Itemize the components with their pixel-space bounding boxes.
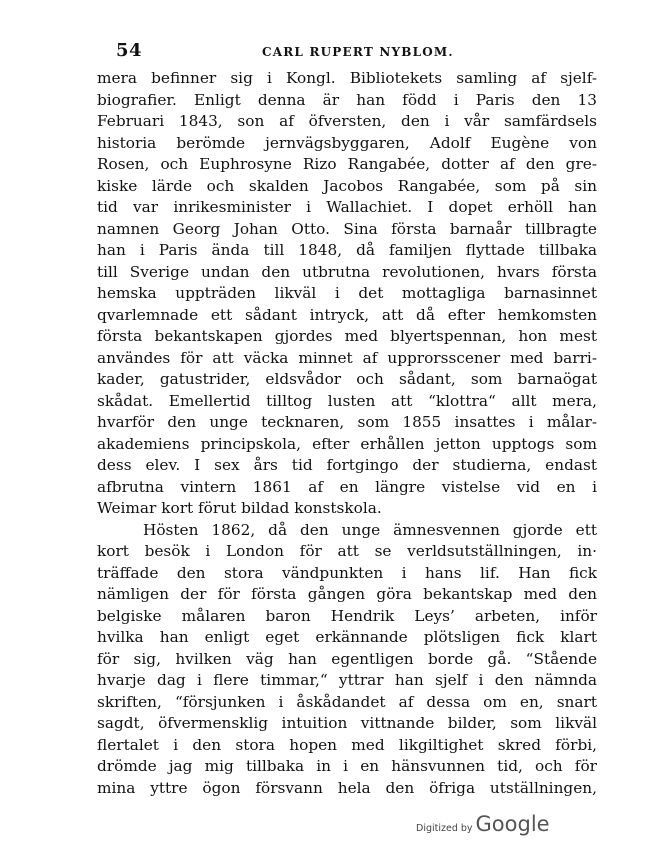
text-line: nämligen der för första gången göra bekantskap med den bbox=[97, 585, 597, 603]
text-line: kiske lärde och skalden Jacobos Rangabée, som på sin bbox=[97, 176, 597, 195]
text-line: Februari 1843, son af öfversten, den i vår samfärdsels bbox=[97, 112, 597, 130]
running-head: CARL RUPERT NYBLOM. bbox=[262, 45, 454, 59]
text-line: tid var inrikesminister i Wallachiet. I dopet erhöll han bbox=[97, 198, 597, 216]
watermark-prefix: Digitized by bbox=[416, 823, 473, 834]
body-text bbox=[97, 68, 597, 799]
text-line: drömde jag mig tillbaka in i en hänsvunnen tid, och för bbox=[97, 757, 597, 775]
text-line: hvarför den unge tecknaren, som 1855 insattes i målar- bbox=[97, 413, 597, 431]
text-line: Rosen, och Euphrosyne Rizo Rangabée, dotter af den gre- bbox=[97, 155, 597, 173]
text-line: skådat. Emellertid tilltog lusten att “klottra“ allt mera, bbox=[97, 391, 597, 410]
text-line: träffade den stora vändpunkten i hans lif. Han fick bbox=[97, 563, 597, 582]
text-line: akademiens principskola, efter erhållen jetton upptogs som bbox=[97, 434, 597, 453]
text-line: första bekantskapen gjordes med blyertspennan, hon mest bbox=[97, 327, 597, 345]
text-line: kort besök i London för att se verldsutställningen, in· bbox=[97, 542, 597, 560]
google-logo: Google bbox=[475, 812, 550, 836]
text-line: hvarje dag i flere timmar,“ yttrar han sjelf i den nämnda bbox=[97, 671, 597, 689]
text-line: hvilka han enligt eget erkännande plötsligen fick klart bbox=[97, 628, 597, 646]
text-line: qvarlemnade ett sådant intryck, att då efter hemkomsten bbox=[97, 305, 597, 324]
text-line: kader, gatustrider, eldsvådor och sådant, som barnaögat bbox=[97, 370, 597, 388]
text-line: belgiske målaren baron Hendrik Leys’ arbeten, inför bbox=[97, 606, 597, 625]
text-line: hemska uppträden likväl i det mottagliga barnasinnet bbox=[97, 284, 597, 302]
text-line: användes för att väcka minnet af upprorsscener med barri- bbox=[97, 348, 597, 367]
page-number: 54 bbox=[116, 40, 143, 61]
text-line: skriften, “försjunken i åskådandet af dessa om en, snart bbox=[97, 692, 597, 711]
paragraph-last-line: Weimar kort förut bildad konstskola. bbox=[97, 499, 382, 517]
text-line: flertalet i den stora hopen med likgiltighet skred förbi, bbox=[97, 735, 597, 754]
text-line: han i Paris ända till 1848, då familjen flyttade tillbaka bbox=[97, 241, 597, 259]
text-line: namnen Georg Johan Otto. Sina första barnaår tillbragte bbox=[97, 219, 597, 238]
text-line: historia berömde jernvägsbyggaren, Adolf Eugène von bbox=[97, 133, 597, 152]
text-line: afbrutna vintern 1861 af en längre vistelse vid en i bbox=[97, 477, 597, 496]
text-line: sagdt, öfvermensklig intuition vittnande bilder, som likväl bbox=[97, 714, 597, 732]
digitization-watermark bbox=[416, 812, 550, 836]
text-line: mina yttre ögon försvann hela den öfriga utställningen, bbox=[97, 778, 597, 797]
text-line: dess elev. I sex års tid fortgingo der studierna, endast bbox=[97, 456, 597, 474]
paragraph-first-line: Hösten 1862, då den unge ämnesvennen gjorde ett bbox=[143, 520, 597, 539]
text-line: mera befinner sig i Kongl. Bibliotekets samling af sjelf- bbox=[97, 69, 597, 87]
text-line: till Sverige undan den utbrutna revolutionen, hvars första bbox=[97, 262, 597, 281]
text-line: biografier. Enligt denna är han född i Paris den 13 bbox=[97, 90, 597, 109]
text-line: för sig, hvilken väg han egentligen borde gå. “Stående bbox=[97, 649, 597, 668]
